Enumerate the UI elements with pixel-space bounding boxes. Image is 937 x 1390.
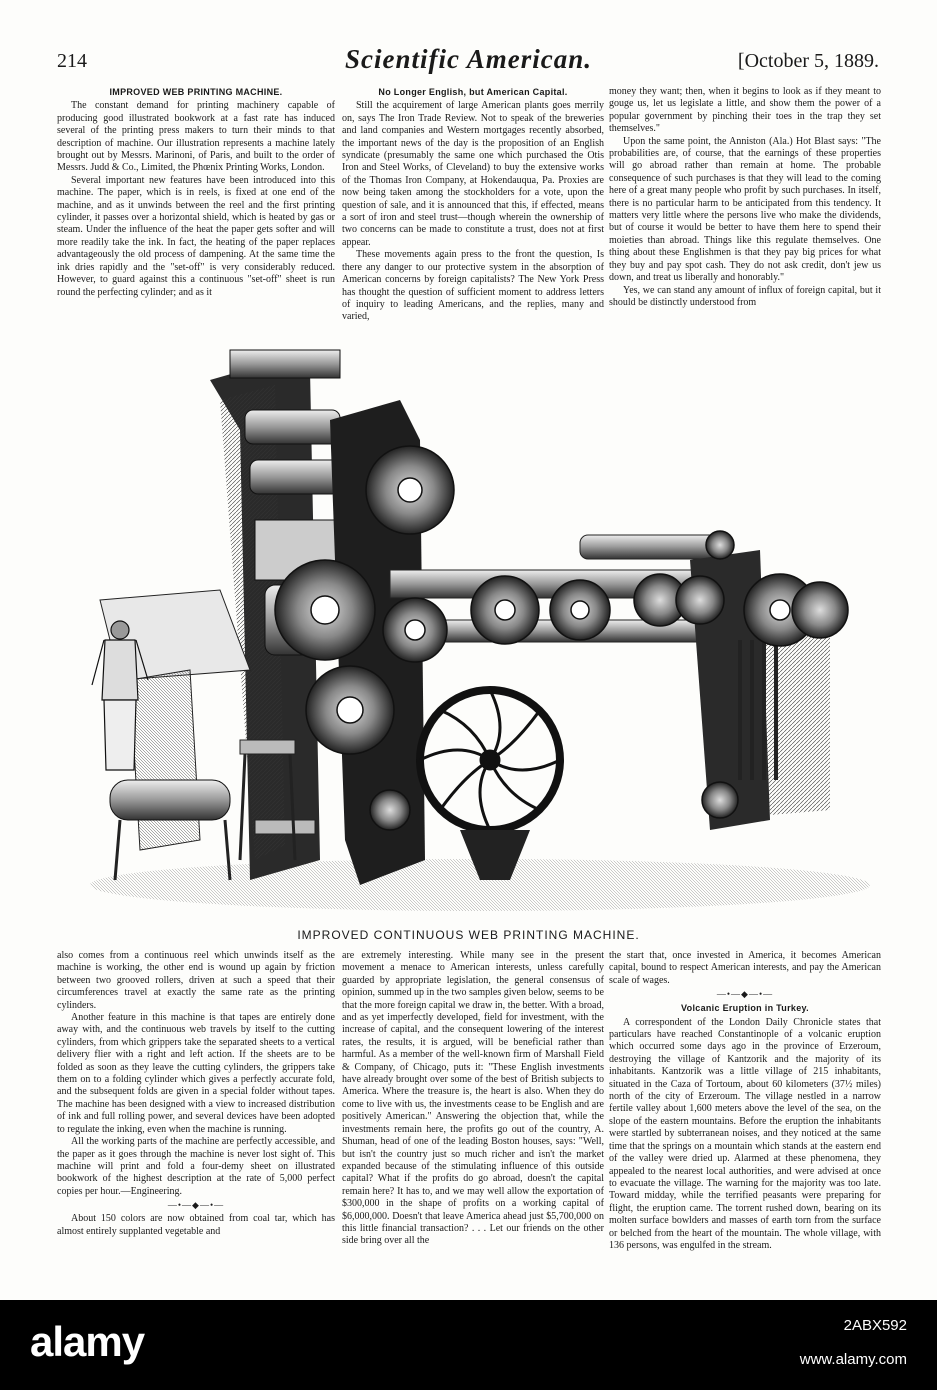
page-number: 214 [57,50,87,72]
article-heading: No Longer English, but American Capital. [378,87,568,97]
section-divider: —•—◆—•— [716,989,774,1000]
paragraph: Still the acquirement of large American plants goes merrily on, says The Iron Trade Review. Not to speak of the breweries and land companies and Western mortgages recently absorbed, the important news of the day is the proposition of an English syndicate (presumably the same one which purchased the Otis Iron and Steel Works, of Cleveland) to buy the extensive works of the Thomas Iron Company, at Hokendauqua, Pa. Proxies are now being taken among the stockholders for a vote, upon the question of sale, and it is announced that this, if effected, means a sort of iron and steel trust—though wherein the ownership of two concerns can be made to constitute a trust, does not at first appear. [342,100,604,248]
paragraph: the start that, once invested in America, it becomes American capital, bound to respect American interests, and pay the American scale of wages. [609,950,881,986]
article-heading: IMPROVED WEB PRINTING MACHINE. [109,87,283,97]
section-divider: —•—◆—•— [167,1200,225,1211]
article-american-capital [342,86,604,332]
paragraph: All the working parts of the machine are perfectly accessible, and the paper as it goes through the machine is never lost sight of. This machine will print and fold a four-demy sheet on illustrated bookwork of the highest description at the rate of 5,000 perfect copies per hour.—Engineering. [57,1136,335,1197]
article-web-machine [57,86,335,332]
paragraph: The constant demand for printing machinery capable of producing good illustrated bookwork at a fast rate has induced several of the printing press makers to turn their minds to that description of machine. Our illustration represents a machine lately brought out by Messrs. Marinoni, of Paris, and built to the order of Messrs. Judd & Co., Limited, the Phœnix Printing Works, London. [57,100,335,174]
paragraph: Several important new features have been introduced into this machine. The paper, which is in reels, is fixed at one end of the machine, and as it unwinds between the reel and the first printing cylinder, it passes over a horizontal shield, which is heated by gas or steam. Under the influence of the heat the paper gets softer and will more readily take the ink. In fact, the heating of the paper replaces advantageously the old process of dampening. At the same time the ink dries rapidly and the "set-off" is very considerably reduced. However, to guard against this a continuous "set-off" sheet is run round the perfecting cylinder; and as it [57,174,335,298]
paragraph: A correspondent of the London Daily Chronicle states that particulars have reached Constantinople of a volcanic eruption which occurred some days ago in the province of Erzeroum, destroying the village of Kantzorik and the majority of its inhabitants. Kantzorik was a little village of 215 inhabitants, situated in the Caza of Tortoum, about 60 kilometers (37½ miles) north of the city of Erzeroum. The village nestled in a narrow fertile valley about 1,600 meters above the level of the sea, on the slope of the eastern mountains. Before the eruption the inhabitants were startled by subterranean noises, and they noticed at the same time that the springs on a mountain which stands at the eastern end of the valley were dried up. Alarmed at these phenomena, they appealed to the nearest local authorities, and were advised at once to evacuate the village. The warning for the majority was too late. Toward midday, while the terrified peasants were preparing for flight, the eruption came. The torrent rushed down, bearing on its molten surface bowlders and masses of earth torn from the surface or belched from the heart of the mountain. The whole village, with 136 persons, was engulfed in the stream. [609,1016,881,1251]
article-web-machine-continued [57,950,335,1298]
logo-text: alamy [30,1318,145,1365]
paragraph: money they want; then, when it begins to look as if they meant to gouge us, let us legislate a little, and show them the power of a popular government by pinching their toes in the trap they set themselves." [609,86,881,135]
paragraph: Yes, we can stand any amount of influx of foreign capital, but it should be distinctly understood from [609,284,881,308]
issue-date: [October 5, 1889. [737,50,879,72]
paragraph: These movements again press to the front the question, Is there any danger to our protective system in the absorption of American concerns by foreign capitalists? The New York Press has thought the question of sufficient moment to address letters of inquiry to leading Americans, and the replies, many and varied, [342,249,604,323]
image-id: 2ABX592 [843,1317,907,1334]
paragraph: also comes from a continuous reel which unwinds itself as the machine is working, the other end is wound up again by friction between two grooved rollers, driven at such a speed that their circumferences travel at exactly the same rate as the printing cylinders. [57,950,335,1011]
illustration-caption: IMPROVED CONTINUOUS WEB PRINTING MACHINE. [297,928,640,942]
paragraph: Another feature in this machine is that tapes are entirely done away with, and the continuous web travels by itself to the cutting cylinders, from which grippers take the separated sheets to a vertical delivery flier with a right and left action. If the sheets are to be folded as soon as they leave the cutting cylinders, the grippers take them on to a folding cylinder which gives a perfectly accurate fold, and the subsequent folds are given in a special folder without tapes. The machine has been designed with a view to increased distribution of ink and full rolling power, and several devices have been adopted to regulate the inking, even when the machine is running. [57,1012,335,1135]
paragraph: are extremely interesting. While many see in the present movement a menace to American interests, unless carefully guarded by appropriate legislation, the general consensus of opinion, summed up in the two samples given below, seems to be that the more foreign capital we draw in, the better. With a broad, and as yet imperfectly developed, field for investment, with the increase of capital, and the consequent lowering of the interest rates, the results, it is argued, will be beneficial rather than harmful. As a member of the well-known firm of Marshall Field & Company, of Chicago, puts it: "These English investments have already brought over some of the best of British subjects to America. Where the treasure is, the heart is also. When they do come to live with us, the investments cease to be English and are positively American." Answering the objection that, while the investments remain here, the profits go out of the country, A. Shuman, head of one of the leading Boston houses, says: "Well, but isn't the country just so much richer and isn't the market expanded because of the stimulating influence of this outside capital? What if the profits do go abroad, doesn't the capital remain here? It has to, and we may well allow the exportation of $300,000 in the shape of profits on a working capital of $6,000,000. Doesn't that leave America ahead just $5,700,000 on this little financial transaction? . . . Let our friends on the other side bring over all the [342,950,604,1247]
masthead-title: Scientific American. [345,44,592,74]
alamy-logo [30,1318,144,1366]
site-url: www.alamy.com [799,1351,907,1368]
article-heading: Volcanic Eruption in Turkey. [681,1003,809,1014]
printing-machine-engraving [60,340,880,920]
paragraph: Upon the same point, the Anniston (Ala.) Hot Blast says: "The probabilities are, of course, that the earnings of these properties will go abroad rather than remain at home. The probable consequence of such purchases is that they will lead to the coming here of a great many people who profit by such purchases. In itself, there is no particular harm to be anticipated from this tendency. It matters very little where the persons live who make the dividends, but of course it would be better to have them here to spend their moieties than abroad. Things like this regulate themselves. One thing about these Englishmen is that they pay big prices for what they buy and pay spot cash. They do not ask credit, don't jew us down, and treat us liberally and honorably." [609,135,881,284]
article-volcanic-eruption [609,950,881,1298]
article-american-capital-continued [609,86,881,332]
article-american-capital-continued-2 [342,950,604,1298]
paragraph: About 150 colors are now obtained from coal tar, which has almost entirely supplanted vegetable and [57,1213,335,1237]
